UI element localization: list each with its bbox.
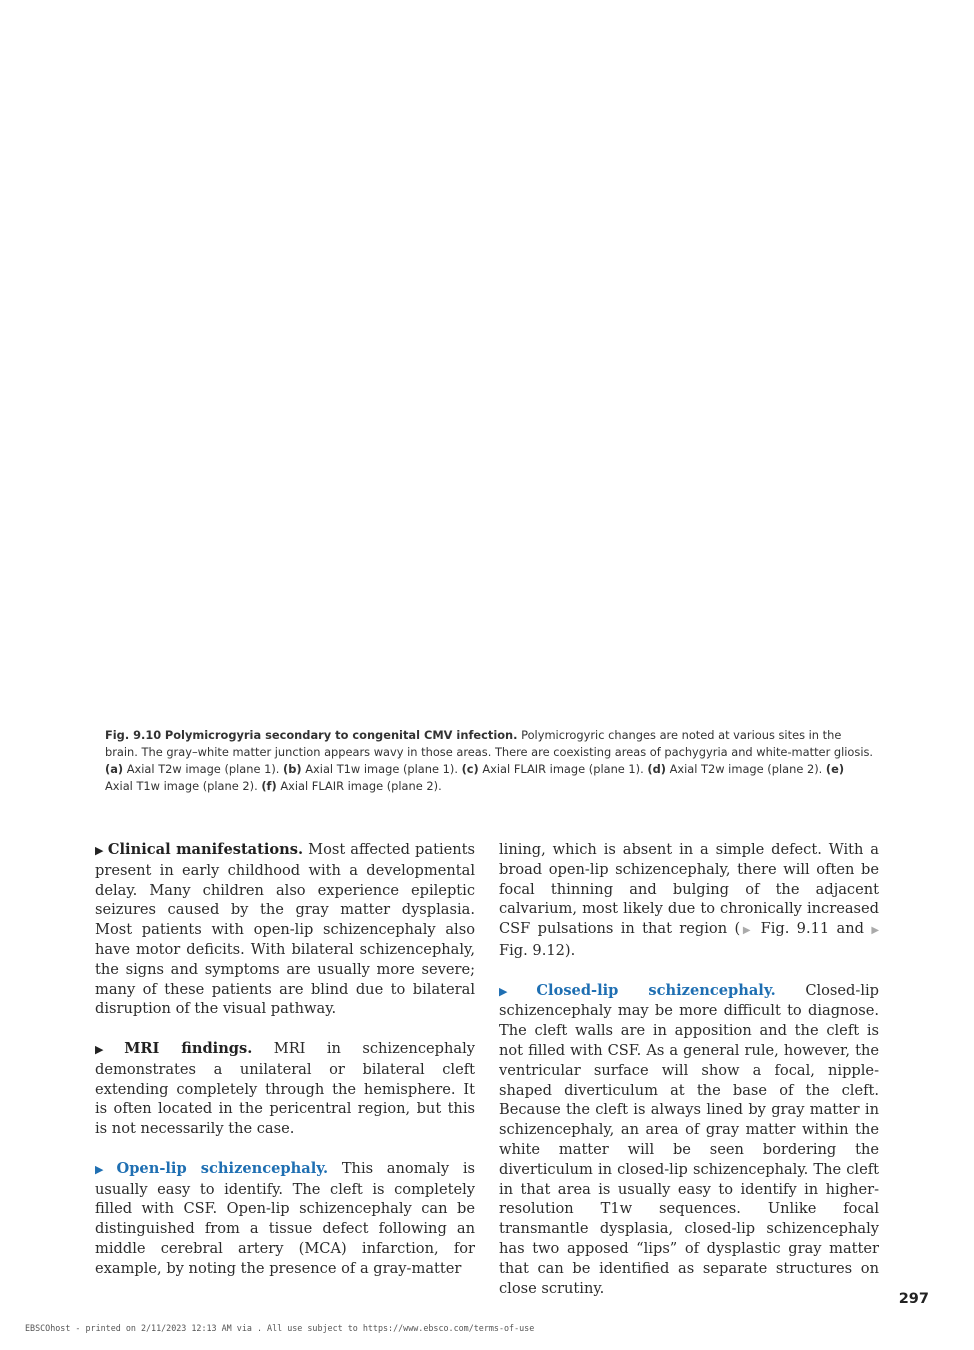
left-column (95, 840, 475, 1298)
caption-text: Polymicrogyric changes are noted at various sites in the brain. The gray–white matter junction appears wavy in those areas. There are coexisting areas of pachygyria and white-matter gliosis. (105, 728, 874, 759)
figure-reference-link[interactable]: Fig. 9.11 (760, 920, 830, 938)
caption-panel-desc: Axial FLAIR image (plane 2). (280, 779, 442, 793)
caption-panel-desc: Axial FLAIR image (plane 1). (482, 762, 644, 776)
section-heading: Clinical manifestations. (107, 841, 304, 858)
section-text: Closed-lip schizencephaly may be more difficult to diagnose. The cleft walls are in apposition and the cleft is not filled with CSF. As a general rule, however, the ventricular surface will show a focal, nipple-shaped diverticulum at the base of the cleft. Because the cleft is always lined by gray matter in schizencephaly, an area of gray matter within the white matter will be seen bordering the diverticulum in closed-lip schizencephaly. The cleft in that area is usually easy to identify in higher-resolution T1w sequences. Unlike focal transmantle dysplasia, closed-lip schizencephaly has two apposed “lips” of dysplastic gray matter that can be identified as separate structures on close scrutiny. (499, 981, 880, 1297)
triangle-arrow-icon: ▶ (95, 1042, 121, 1056)
caption-panel-letter: (c) (461, 762, 479, 776)
figure-reference-link[interactable]: Fig. 9.12 (499, 941, 565, 959)
section-text: Most affected patients present in early childhood with a developmental delay. Many children also experience epileptic seizures caused by the gray matter dysplasia. Most patients with open-lip schizencephaly also have motor deficits. With bilateral schizencephaly, the signs and symptoms are usually more severe; many of these patients are blind due to bilateral disruption of the visual pathway. (95, 841, 476, 1018)
section-clinical (95, 840, 475, 1019)
triangle-arrow-icon: ▶ (95, 1162, 113, 1176)
caption-panel-desc: Axial T2w image (plane 1). (126, 762, 280, 776)
section-heading: Closed-lip schizencephaly. (536, 981, 776, 999)
footer-notice: EBSCOhost - printed on 2/11/2023 12:13 AM via . All use subject to https://www.ebsco.com/terms-of-use (25, 1323, 535, 1333)
caption-panel-desc: Axial T1w image (plane 2). (105, 779, 258, 793)
section-text: MRI in schizencephaly demonstrates a unilateral or bilateral cleft extending completely through the hemisphere. It is often located in the pericentral region, but this is not necessarily the case. (95, 1039, 475, 1138)
caption-panel-letter: (f) (261, 779, 277, 793)
triangle-arrow-icon: ▶ (95, 844, 104, 857)
section-text: lining, which is absent in a simple defect. With a broad open-lip schizencephaly, there will often be focal thinning and bulging of the adjacent calvarium, most likely due to chronically increased CSF pulsations in that region (499, 841, 879, 938)
caption-panel-letter: (d) (647, 762, 666, 776)
figure-image-area (104, 40, 870, 716)
caption-label: Fig. 9.10 (105, 728, 162, 742)
caption-panel-letter: (a) (105, 762, 124, 776)
cross-reference-arrow-icon: ▶ (871, 925, 880, 937)
caption-panel-letter: (e) (825, 762, 845, 776)
triangle-arrow-icon: ▶ (499, 984, 533, 998)
page-number: 297 (898, 1291, 929, 1307)
section-text: This anomaly is usually easy to identify. The cleft is completely filled with CSF. Open-lip schizencephaly can be distinguished from a tissue defect following an middle cerebral artery (MCA) infarction, for example, by noting the presence of a gray-matter (95, 1159, 475, 1277)
section-closed-lip (499, 981, 879, 1299)
caption-title: Polymicrogyria secondary to congenital CMV infection. (164, 728, 518, 742)
section-open-lip (95, 1159, 475, 1279)
section-heading: MRI findings. (124, 1039, 253, 1057)
caption-panel-letter: (b) (283, 762, 302, 776)
section-open-lip-continued: lining, which is absent in a simple defect. With a broad open-lip schizencephaly, there will often be focal thinning and bulging of the adjacent calvarium, most likely due to chronically increased CSF pulsations in that region (▶ Fig. 9.11 and ▶ Fig. 9.12). (499, 841, 880, 959)
section-heading: Open-lip schizencephaly. (116, 1159, 329, 1177)
reference-joiner: and (836, 920, 864, 938)
caption-panel-desc: Axial T2w image (plane 2). (669, 762, 823, 776)
figure-caption (105, 727, 875, 795)
caption-panel-desc: Axial T1w image (plane 1). (305, 762, 458, 776)
cross-reference-arrow-icon: ▶ (740, 925, 754, 937)
section-mri (95, 1039, 475, 1139)
right-column (499, 840, 879, 1318)
